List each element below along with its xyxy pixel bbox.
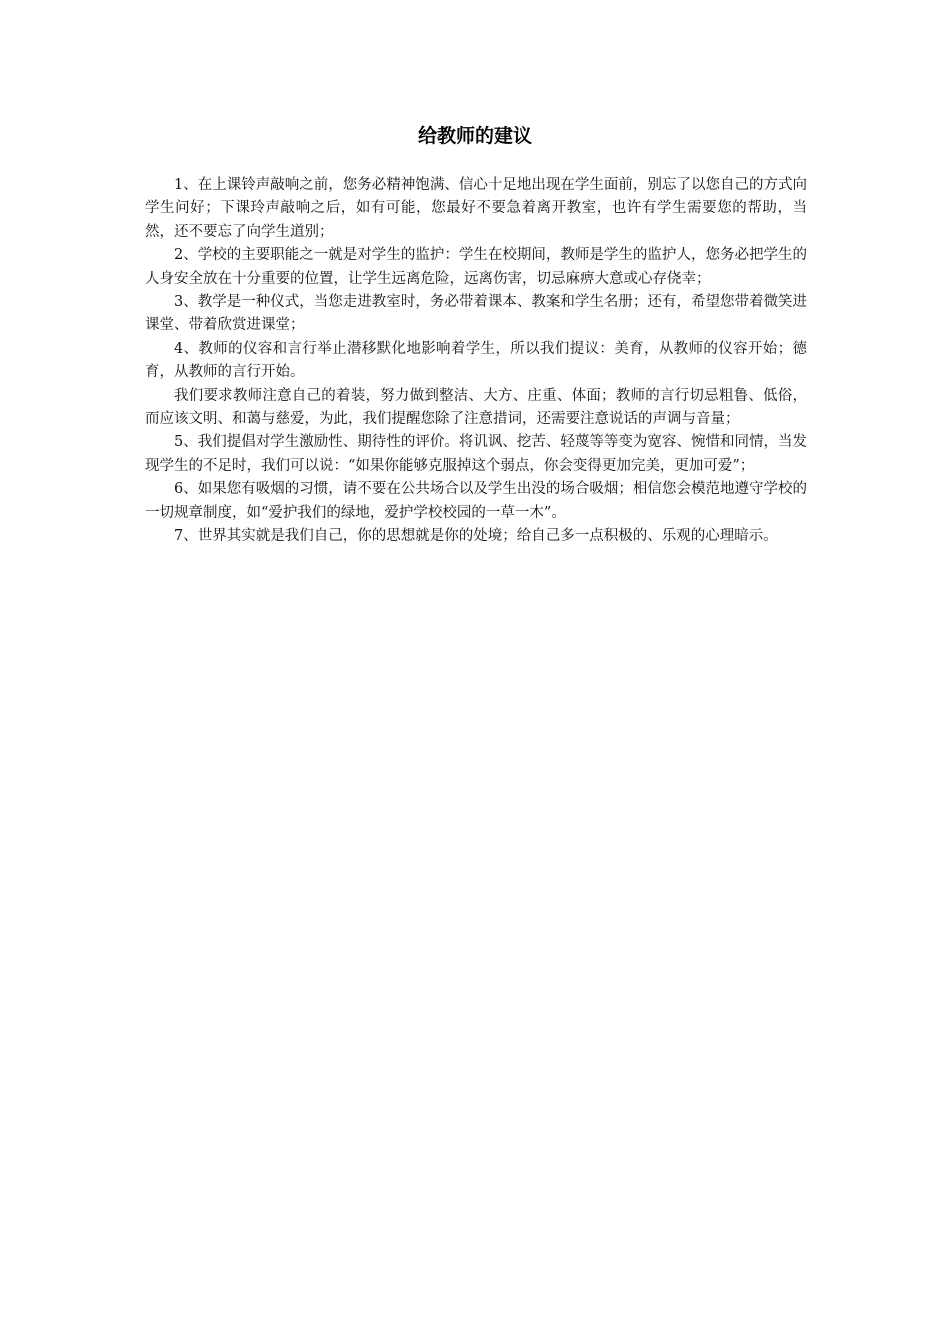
document-body [145,174,807,549]
paragraph-3: 3、教学是一种仪式，当您走进教室时，务必带着课本、教案和学生名册；还有，希望您带着微笑进课堂、带着欣赏进课堂； [145,294,807,334]
paragraph-1: 1、在上课铃声敲响之前，您务必精神饱满、信心十足地出现在学生面前，别忘了以您自己的方式向学生问好；下课玲声敲响之后，如有可能，您最好不要急着离开教室，也许有学生需要您的帮助，当然，还不要忘了向学生道别； [145,177,807,240]
paragraph-7: 6、如果您有吸烟的习惯，请不要在公共场合以及学生出没的场合吸烟；相信您会模范地遵守学校的一切规章制度，如“爱护我们的绿地，爱护学校校园的一草一木”。 [145,481,807,521]
paragraph-6: 5、我们提倡对学生激励性、期待性的评价。将讥讽、挖苦、轻蔑等等变为宽容、惋惜和同情，当发现学生的不足时，我们可以说：“如果你能够克服掉这个弱点，你会变得更加完美，更加可爱”； [145,434,807,474]
document-title: 给教师的建议 [417,125,532,147]
paragraph-2: 2、学校的主要职能之一就是对学生的监护：学生在校期间，教师是学生的监护人，您务必把学生的人身安全放在十分重要的位置，让学生远离危险，远离伤害，切忌麻痹大意或心存侥幸； [145,247,807,287]
paragraph-5: 我们要求教师注意自己的着装，努力做到整洁、大方、庄重、体面；教师的言行切忌粗鲁、低俗，而应该文明、和蔼与慈爱，为此，我们提醒您除了注意措词，还需要注意说话的声调与音量； [145,387,807,428]
paragraph-4: 4、教师的仪容和言行举止潜移默化地影响着学生，所以我们提议：美育，从教师的仪容开始；德育，从教师的言行开始。 [145,340,807,381]
paragraph-8: 7、世界其实就是我们自己，你的思想就是你的处境；给自己多一点积极的、乐观的心理暗示。 [174,528,778,545]
